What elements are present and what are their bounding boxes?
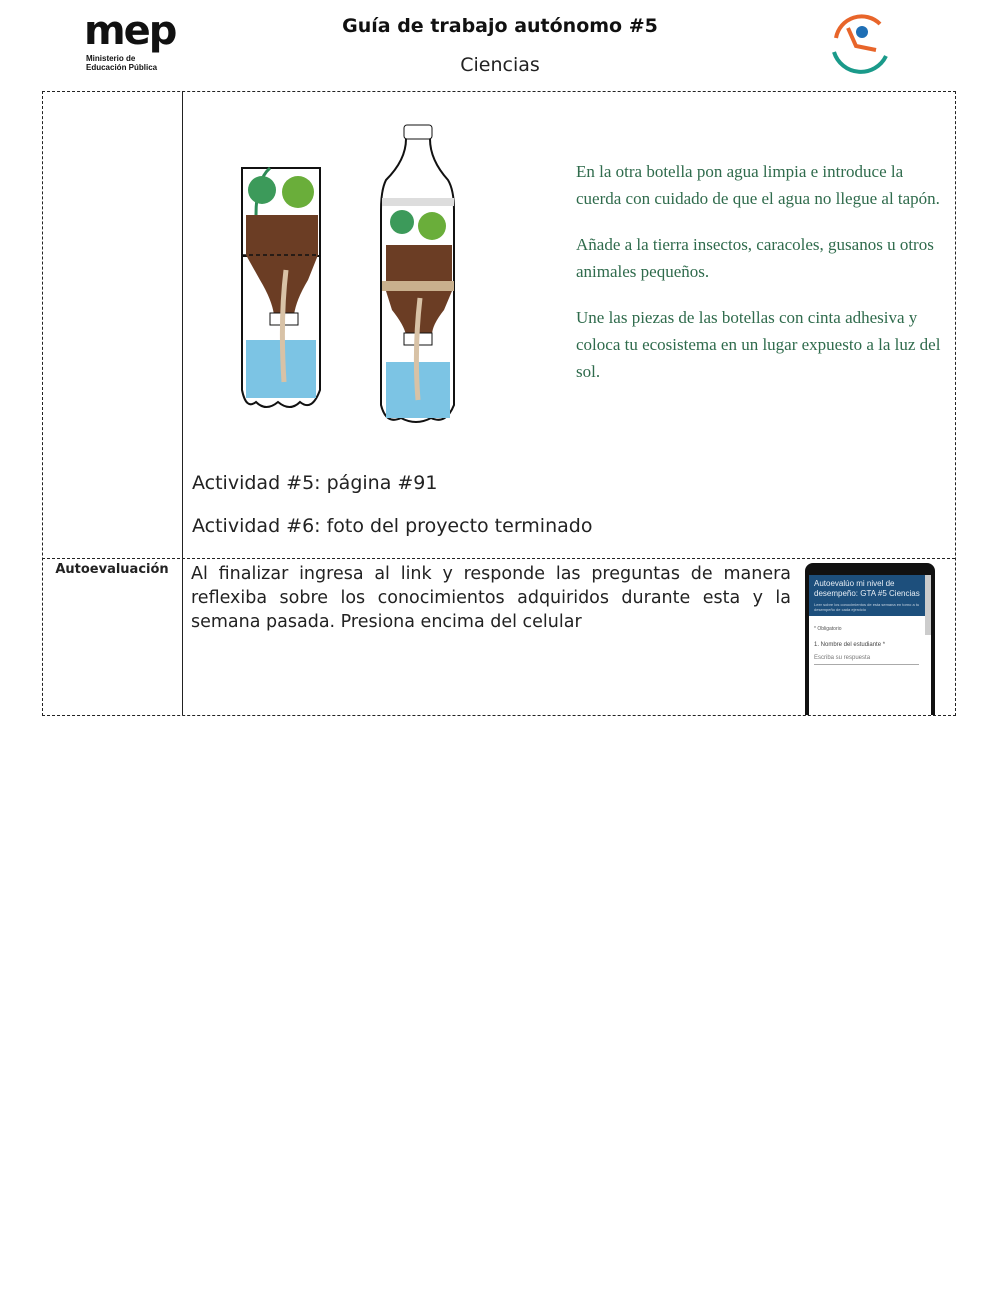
bottle-ecosystem-illustration [236, 120, 466, 435]
phone-form-link[interactable] [805, 563, 935, 715]
required-note: * Obligatorio [814, 626, 842, 632]
scrollbar[interactable] [925, 575, 931, 635]
question-label: 1. Nombre del estudiante * [814, 642, 886, 648]
transformacion-curricular-logo [826, 12, 892, 76]
instructions-block [576, 158, 950, 404]
mep-logo: mep Ministerio de Educación Pública [84, 8, 176, 72]
form-header: Autoevalúo mi nivel de desempeño: GTA #5 Ciencias Leer sobre los conocimientos de esta semana en torno a tu desempeño de cada ejercicio [809, 575, 925, 616]
row-divider [42, 558, 955, 559]
activity-5: Actividad #5: página #91 [192, 472, 438, 494]
column-divider [182, 91, 183, 715]
page-title: Guía de trabajo autónomo #5 [342, 15, 658, 37]
autoevaluacion-text: Al finalizar ingresa al link y responde las preguntas de manera reflexiba sobre los conocimientos adquiridos durante esta y la semana pasada. Presiona encima del celular [191, 564, 791, 632]
instruction-2: Añade a la tierra insectos, caracoles, gusanos u otros animales pequeños. [576, 235, 934, 281]
activity-6: Actividad #6: foto del proyecto terminado [192, 515, 593, 537]
instruction-3: Une las piezas de las botellas con cinta adhesiva y coloca tu ecosistema en un lugar expuesto a la luz del sol. [576, 308, 941, 381]
autoevaluacion-label: Autoevaluación [55, 562, 169, 577]
answer-input[interactable]: Escriba su respuesta [814, 654, 919, 665]
page-subtitle: Ciencias [460, 54, 540, 76]
instruction-1: En la otra botella pon agua limpia e introduce la cuerda con cuidado de que el agua no llegue al tapón. [576, 162, 940, 208]
